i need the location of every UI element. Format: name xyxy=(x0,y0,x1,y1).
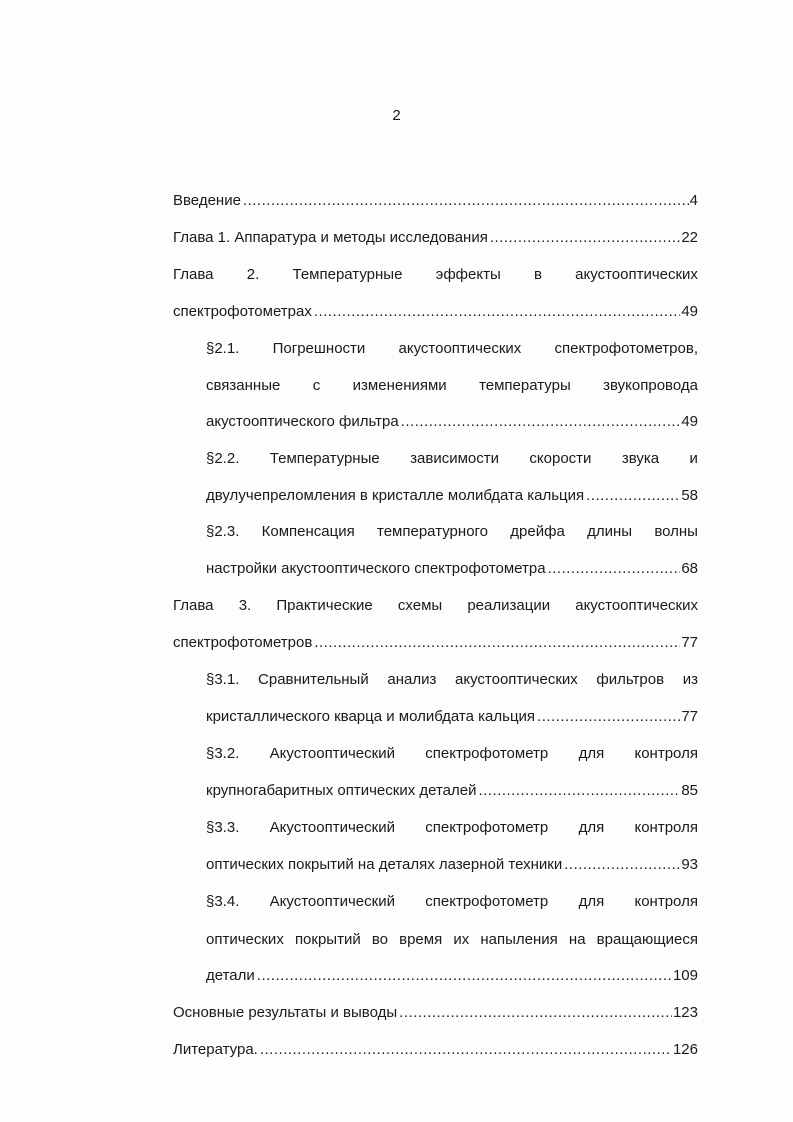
toc-word: Погрешности xyxy=(272,340,366,357)
toc-word: звукопровода xyxy=(603,377,698,394)
toc-entry-line-last xyxy=(206,855,698,875)
toc-word: 3. xyxy=(238,597,252,614)
toc-word: анализ xyxy=(387,671,437,688)
toc-word: Глава xyxy=(173,266,214,283)
toc-entry-line xyxy=(206,339,698,359)
toc-word: спектрофотометр xyxy=(425,745,549,762)
dot-leader xyxy=(257,966,672,986)
toc-word: оптических xyxy=(206,931,284,948)
toc-word: покрытий xyxy=(294,931,361,948)
toc-entry-line-last xyxy=(206,707,698,727)
toc-word: эффекты xyxy=(435,266,501,283)
toc-word: длины xyxy=(587,523,633,540)
toc-entry-line xyxy=(206,522,698,542)
toc-word: контроля xyxy=(634,819,698,836)
toc-word: §2.1. xyxy=(206,340,240,357)
toc-entry-line xyxy=(206,670,698,690)
toc-word: акустооптических xyxy=(575,266,698,283)
toc-word: для xyxy=(578,819,605,836)
toc-entry-line-last xyxy=(173,302,698,322)
toc-word: §2.2. xyxy=(206,450,240,467)
toc-word: для xyxy=(578,745,605,762)
toc-entry-line-last xyxy=(206,559,698,579)
dot-leader xyxy=(537,707,680,727)
toc-entry-line-last xyxy=(173,1040,698,1060)
toc-word: температурного xyxy=(377,523,489,540)
toc-word: Акустооптический xyxy=(269,819,395,836)
toc-word: Температурные xyxy=(292,266,403,283)
toc-word: дрейфа xyxy=(510,523,565,540)
toc-word: Акустооптический xyxy=(269,745,395,762)
toc-entry-title: оптических покрытий на деталях лазерной техники xyxy=(206,856,563,873)
toc-entry-line-last xyxy=(206,966,698,986)
dot-leader xyxy=(490,228,680,248)
toc-word: изменениями xyxy=(352,377,447,394)
toc-entry-title: Глава 1. Аппаратура и методы исследования xyxy=(173,229,488,246)
toc-entry-line xyxy=(206,449,698,469)
dot-leader xyxy=(314,302,680,322)
toc-entry-line xyxy=(206,892,698,912)
toc-word: Глава xyxy=(173,597,214,614)
toc-word: Акустооптический xyxy=(269,893,395,910)
toc-word: из xyxy=(682,671,698,688)
toc-word: контроля xyxy=(634,893,698,910)
toc-word: и xyxy=(689,450,698,467)
toc-word: Практические xyxy=(276,597,373,614)
toc-word: звука xyxy=(621,450,660,467)
toc-word: реализации xyxy=(467,597,551,614)
toc-entry-title: Основные результаты и выводы xyxy=(173,1004,398,1021)
toc-entry-title: Введение xyxy=(173,192,241,209)
toc-word: спектрофотометров, xyxy=(554,340,698,357)
dot-leader xyxy=(548,559,681,579)
toc-word: Компенсация xyxy=(261,523,355,540)
toc-word: температуры xyxy=(479,377,571,394)
toc-word: акустооптических xyxy=(575,597,698,614)
toc-word: схемы xyxy=(397,597,443,614)
toc-entry-title: двулучепреломления в кристалле молибдата кальция xyxy=(206,487,585,504)
toc-word: §3.3. xyxy=(206,819,240,836)
toc-page-number: 68 xyxy=(681,560,698,577)
toc-entry-line-last xyxy=(173,191,698,211)
toc-entry-line xyxy=(206,930,698,950)
toc-word: напыления xyxy=(480,931,558,948)
toc-entry-title: спектрофотометрах xyxy=(173,303,312,320)
toc-page-number: 123 xyxy=(672,1004,698,1021)
dot-leader xyxy=(401,412,681,432)
toc-word: спектрофотометр xyxy=(425,893,549,910)
dot-leader xyxy=(586,486,680,506)
dot-leader xyxy=(478,781,680,801)
toc-entry-title: Литература. xyxy=(173,1041,258,1058)
toc-entry-title: кристаллического кварца и молибдата кальция xyxy=(206,708,536,725)
toc-word: §3.1. xyxy=(206,671,240,688)
toc-word: Температурные xyxy=(269,450,380,467)
toc-entry-title: спектрофотометров xyxy=(173,634,313,651)
toc-page-number: 58 xyxy=(681,487,698,504)
page-number: 2 xyxy=(392,107,401,124)
toc-word: время xyxy=(399,931,443,948)
toc-page-number: 93 xyxy=(681,856,698,873)
toc-word: §3.4. xyxy=(206,893,240,910)
dot-leader xyxy=(243,191,689,211)
toc-word: вращающиеся xyxy=(596,931,698,948)
toc-entry-title: акустооптического фильтра xyxy=(206,413,399,430)
toc-word: с xyxy=(312,377,321,394)
toc-page-number: 126 xyxy=(672,1041,698,1058)
dot-leader xyxy=(564,855,680,875)
toc-page-number: 49 xyxy=(681,413,698,430)
toc-entry-line-last xyxy=(206,781,698,801)
toc-word: скорости xyxy=(529,450,592,467)
toc-word: в xyxy=(533,266,542,283)
toc-word: зависимости xyxy=(410,450,499,467)
toc-entry-line-last xyxy=(206,412,698,432)
toc-page-number: 77 xyxy=(681,708,698,725)
toc-word: §2.3. xyxy=(206,523,240,540)
toc-word: Сравнительный xyxy=(258,671,369,688)
toc-entry-title: настройки акустооптического спектрофотометра xyxy=(206,560,546,577)
toc-word: §3.2. xyxy=(206,745,240,762)
toc-word: акустооптических xyxy=(398,340,522,357)
toc-page-number: 4 xyxy=(689,192,698,209)
toc-page-number: 22 xyxy=(681,229,698,246)
toc-page-number: 77 xyxy=(681,634,698,651)
dot-leader xyxy=(314,633,680,653)
toc-entry-line-last xyxy=(173,228,698,248)
toc-page-number: 49 xyxy=(681,303,698,320)
dot-leader xyxy=(260,1040,672,1060)
toc-word: спектрофотометр xyxy=(425,819,549,836)
toc-page-number: 85 xyxy=(681,782,698,799)
toc-entry-line xyxy=(206,376,698,396)
dot-leader xyxy=(399,1003,672,1023)
toc-entry-title: крупногабаритных оптических деталей xyxy=(206,782,477,799)
toc-entry-line xyxy=(206,818,698,838)
toc-word: во xyxy=(371,931,388,948)
toc-word: акустооптических xyxy=(455,671,578,688)
toc-entry-line xyxy=(173,265,698,285)
toc-word: связанные xyxy=(206,377,281,394)
toc-entry-line xyxy=(206,744,698,764)
toc-word: волны xyxy=(654,523,698,540)
toc-entry-line-last xyxy=(173,633,698,653)
toc-word: на xyxy=(568,931,586,948)
toc-word: контроля xyxy=(634,745,698,762)
toc-word: для xyxy=(578,893,605,910)
toc-word: их xyxy=(453,931,470,948)
toc-entry-line-last xyxy=(206,486,698,506)
toc-word: фильтров xyxy=(596,671,665,688)
toc-entry-line xyxy=(173,596,698,616)
toc-entry-title: детали xyxy=(206,967,255,984)
toc-entry-line-last xyxy=(173,1003,698,1023)
toc-word: 2. xyxy=(246,266,260,283)
toc-page-number: 109 xyxy=(672,967,698,984)
